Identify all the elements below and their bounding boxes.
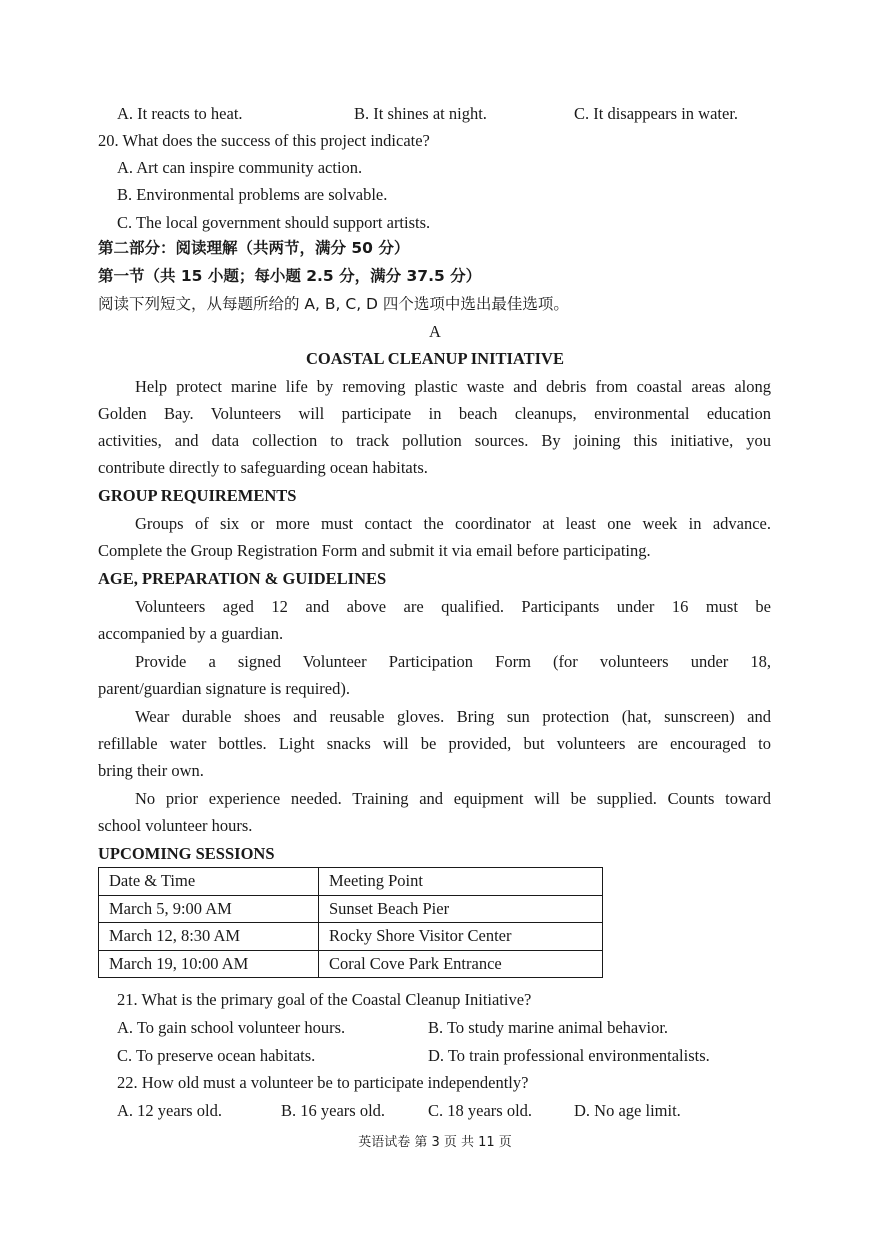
age-line: accompanied by a guardian. [98, 624, 284, 643]
age-line: parent/guardian signature is required). [98, 679, 350, 698]
q22-option-d: D. No age limit. [574, 1101, 681, 1120]
intro-line: activities, and data collection to track pollution sources. By joining this initiative, you [98, 431, 771, 450]
q21-stem: 21. What is the primary goal of the Coastal Cleanup Initiative? [117, 990, 532, 1009]
q22-option-b: B. 16 years old. [281, 1101, 386, 1120]
table-row [99, 895, 603, 923]
table-cell: Coral Cove Park Entrance [319, 950, 603, 978]
part2-heading: 第二部分：阅读理解（共两节，满分 50 分） [98, 239, 410, 257]
section1-heading: 第一节（共 15 小题；每小题 2.5 分，满分 37.5 分） [98, 267, 482, 285]
q20-option-a: A. Art can inspire community action. [117, 158, 363, 177]
q21-option-c: C. To preserve ocean habitats. [117, 1046, 316, 1065]
passage-title: COASTAL CLEANUP INITIATIVE [306, 349, 564, 368]
age-line: No prior experience needed. Training and equipment will be supplied. Counts toward [135, 789, 771, 808]
q19-option-a: A. It reacts to heat. [117, 104, 243, 123]
page-footer: 英语试卷 第 3 页 共 11 页 [358, 1135, 512, 1150]
age-line: Wear durable shoes and reusable gloves. Bring sun protection (hat, sunscreen) and [135, 707, 771, 726]
age-line: bring their own. [98, 761, 204, 780]
table-cell: March 19, 10:00 AM [99, 950, 319, 978]
q19-option-c: C. It disappears in water. [574, 104, 739, 123]
q22-option-c: C. 18 years old. [428, 1101, 533, 1120]
q19-option-b: B. It shines at night. [354, 104, 487, 123]
sessions-heading: UPCOMING SESSIONS [98, 844, 275, 863]
table-cell: March 5, 9:00 AM [99, 895, 319, 923]
table-header-row [99, 868, 603, 896]
group-heading: GROUP REQUIREMENTS [98, 486, 297, 505]
table-row [99, 923, 603, 951]
passage-letter: A [429, 322, 441, 341]
q21-option-d: D. To train professional environmentalists. [428, 1046, 710, 1065]
age-line: Provide a signed Volunteer Participation Form (for volunteers under 18, [135, 652, 771, 671]
instructions: 阅读下列短文，从每题所给的 A, B, C, D 四个选项中选出最佳选项。 [98, 295, 569, 313]
group-line: Complete the Group Registration Form and submit it via email before participating. [98, 541, 651, 560]
age-line: school volunteer hours. [98, 816, 253, 835]
q20-stem: 20. What does the success of this project indicate? [98, 131, 430, 150]
table-cell: Rocky Shore Visitor Center [319, 923, 603, 951]
intro-line: Golden Bay. Volunteers will participate in beach cleanups, environmental education [98, 404, 771, 423]
table-row [99, 950, 603, 978]
intro-line: Help protect marine life by removing plastic waste and debris from coastal areas along [135, 377, 771, 396]
age-line: Volunteers aged 12 and above are qualified. Participants under 16 must be [135, 597, 771, 616]
q21-option-b: B. To study marine animal behavior. [428, 1018, 669, 1037]
group-line: Groups of six or more must contact the coordinator at least one week in advance. [135, 514, 771, 533]
q20-option-c: C. The local government should support artists. [117, 213, 431, 232]
age-heading: AGE, PREPARATION & GUIDELINES [98, 569, 387, 588]
table-header-cell: Date & Time [99, 868, 319, 896]
table-cell: March 12, 8:30 AM [99, 923, 319, 951]
sessions-table [98, 867, 603, 978]
table-header-cell: Meeting Point [319, 868, 603, 896]
q22-option-a: A. 12 years old. [117, 1101, 222, 1120]
q22-stem: 22. How old must a volunteer be to participate independently? [117, 1073, 529, 1092]
age-line: refillable water bottles. Light snacks will be provided, but volunteers are encouraged to [98, 734, 771, 753]
q21-option-a: A. To gain school volunteer hours. [117, 1018, 346, 1037]
q20-option-b: B. Environmental problems are solvable. [117, 185, 388, 204]
intro-line: contribute directly to safeguarding ocean habitats. [98, 458, 428, 477]
table-cell: Sunset Beach Pier [319, 895, 603, 923]
